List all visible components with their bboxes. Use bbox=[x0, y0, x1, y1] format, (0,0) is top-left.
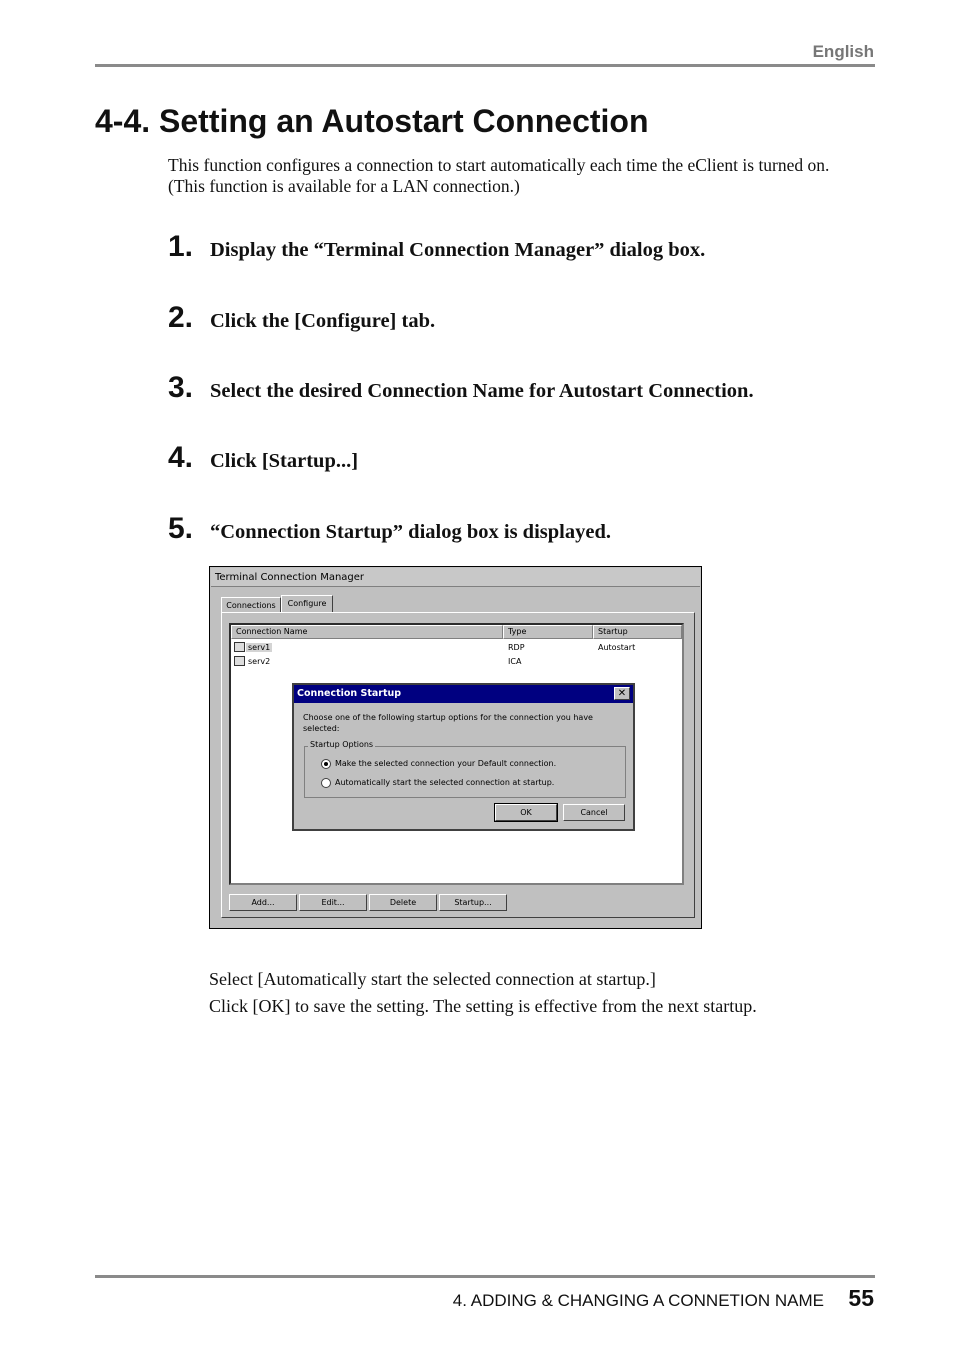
step-number: 4. bbox=[168, 441, 194, 474]
radio-default[interactable] bbox=[321, 759, 331, 769]
close-icon[interactable]: ✕ bbox=[614, 687, 630, 700]
step-text: Click the [Configure] tab. bbox=[210, 310, 436, 332]
terminal-connection-manager-screenshot bbox=[209, 566, 702, 929]
startup-options-group bbox=[304, 740, 626, 798]
step-number: 2. bbox=[168, 301, 194, 334]
step-number: 5. bbox=[168, 512, 194, 545]
cancel-button[interactable]: Cancel bbox=[563, 804, 625, 821]
window-titlebar bbox=[211, 568, 700, 587]
footer-section-title: 4. ADDING & CHANGING A CONNETION NAME bbox=[452, 1291, 824, 1310]
step-text: Select the desired Connection Name for Autostart Connection. bbox=[210, 380, 754, 402]
instruction-click-ok: Click [OK] to save the setting. The setting is effective from the next startup. bbox=[209, 996, 757, 1016]
column-header-type[interactable]: Type bbox=[503, 625, 593, 639]
add-button[interactable]: Add... bbox=[229, 894, 297, 911]
page-number: 55 bbox=[848, 1285, 874, 1311]
footer-rule bbox=[95, 1275, 875, 1278]
step-number: 1. bbox=[168, 230, 194, 263]
connection-startup-dialog bbox=[292, 683, 635, 831]
step-text: Click [Startup...] bbox=[210, 450, 359, 472]
step-number: 3. bbox=[168, 371, 194, 404]
row-serv2-type: ICA bbox=[508, 657, 522, 666]
column-header-startup[interactable]: Startup bbox=[593, 625, 682, 639]
dialog-message: Choose one of the following startup options for the connection you have selected: bbox=[303, 713, 593, 733]
tab-connections[interactable]: Connections bbox=[221, 597, 281, 613]
instruction-select: Select [Automatically start the selected connection at startup.] bbox=[209, 969, 656, 989]
dialog-titlebar bbox=[294, 685, 633, 703]
tab-configure[interactable]: Configure bbox=[281, 595, 333, 613]
row-serv1-name[interactable]: serv1 bbox=[248, 643, 271, 652]
row-serv1-type: RDP bbox=[508, 643, 525, 652]
dialog-title: Connection Startup bbox=[297, 688, 402, 699]
header-language: English bbox=[812, 42, 874, 61]
edit-button[interactable]: Edit... bbox=[299, 894, 367, 911]
group-label: Startup Options bbox=[310, 740, 374, 749]
step-text: “Connection Startup” dialog box is displayed. bbox=[210, 521, 611, 543]
computer-icon bbox=[234, 642, 245, 652]
step-text: Display the “Terminal Connection Manager” dialog box. bbox=[210, 239, 706, 261]
option-default-label[interactable]: Make the selected connection your Default connection. bbox=[335, 759, 557, 768]
row-serv1-startup: Autostart bbox=[598, 643, 636, 652]
intro-paragraph: This function configures a connection to start automatically each time the eClient is turned on. (This function is available for a LAN connection.) bbox=[168, 155, 830, 196]
computer-icon bbox=[234, 656, 245, 666]
column-header-name[interactable]: Connection Name bbox=[231, 625, 503, 639]
ok-button[interactable]: OK bbox=[495, 804, 557, 821]
option-autostart-label[interactable]: Automatically start the selected connection at startup. bbox=[335, 778, 555, 787]
window-title: Terminal Connection Manager bbox=[215, 572, 365, 583]
startup-button[interactable]: Startup... bbox=[439, 894, 507, 911]
header-rule bbox=[95, 64, 875, 67]
page-title: 4-4. Setting an Autostart Connection bbox=[95, 103, 649, 139]
delete-button[interactable]: Delete bbox=[369, 894, 437, 911]
row-serv2-name[interactable]: serv2 bbox=[248, 657, 271, 666]
radio-autostart[interactable] bbox=[321, 778, 331, 788]
